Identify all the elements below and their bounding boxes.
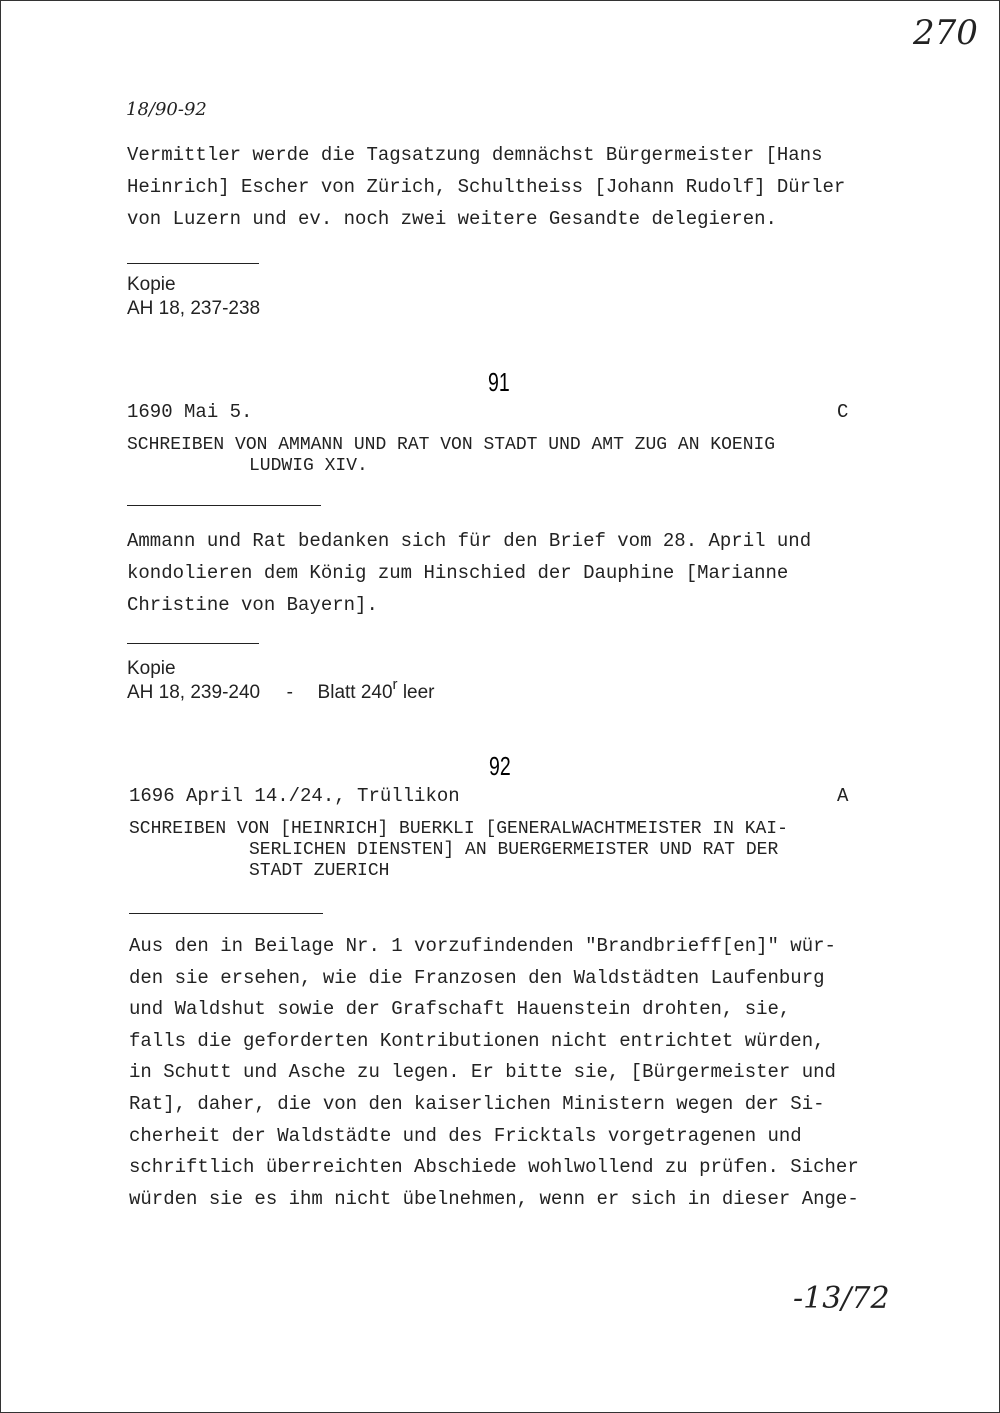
summary-line: cherheit der Waldstädte und des Fricktals vorgetragenen und — [129, 1124, 802, 1147]
divider-rule — [127, 505, 321, 506]
document-class: A — [837, 785, 849, 807]
source-pages: AH 18, 239-240 — [127, 682, 261, 703]
summary-line: schriftlich überreichten Abschiede wohlwollend zu prüfen. Sicher — [129, 1156, 859, 1179]
source-blatt: Blatt 240 — [317, 682, 393, 703]
summary-line: Ammann und Rat bedanken sich für den Brief vom 28. April und — [127, 530, 812, 552]
summary-line: Christine von Bayern]. — [127, 594, 378, 616]
source-pages: AH 18, 237-238 — [127, 298, 261, 319]
intro-line: Vermittler werde die Tagsatzung demnächst Bürgermeister [Hans — [127, 144, 823, 166]
source-line — [127, 676, 435, 706]
title-line: SERLICHEN DIENSTEN] AN BUERGERMEISTER UND RAT DER — [249, 840, 779, 860]
document-summary — [129, 931, 859, 1215]
summary-line: in Schutt und Asche zu legen. Er bitte sie, [Bürgermeister und — [129, 1061, 836, 1084]
intro-paragraph — [127, 139, 845, 235]
summary-line: kondolieren dem König zum Hinschied der Dauphine [Marianne — [127, 562, 789, 584]
source-block — [127, 273, 260, 321]
source-superscript: r — [392, 676, 398, 693]
summary-line: Aus den in Beilage Nr. 1 vorzufindenden "Brandbrieff[en]" wür- — [129, 935, 836, 957]
summary-line: Rat], daher, die von den kaiserlichen Ministern wegen der Si- — [129, 1092, 825, 1115]
source-leer: leer — [402, 682, 435, 703]
summary-line: würden sie es ihm nicht übelnehmen, wenn er sich in dieser Ange- — [129, 1187, 859, 1210]
handwritten-archive-mark: -13/72 — [793, 1281, 890, 1316]
source-block — [127, 657, 435, 706]
title-line: LUDWIG XIV. — [249, 456, 368, 476]
summary-line: und Waldshut sowie der Grafschaft Hauenstein drohten, sie, — [129, 998, 791, 1021]
document-reference: 18/90-92 — [126, 99, 207, 120]
document-number: 92 — [489, 751, 511, 781]
intro-line: von Luzern und ev. noch zwei weitere Gesandte delegieren. — [127, 208, 777, 230]
title-line: STADT ZUERICH — [249, 861, 390, 881]
document-date: 1696 April 14./24., Trüllikon — [129, 785, 460, 807]
intro-line: Heinrich] Escher von Zürich, Schultheiss [Johann Rudolf] Dürler — [127, 176, 846, 198]
divider-rule — [127, 643, 259, 644]
document-class: C — [837, 401, 849, 423]
document-number: 91 — [488, 367, 510, 397]
document-title — [127, 435, 775, 477]
source-type: Kopie — [127, 658, 176, 679]
document-summary — [127, 525, 811, 621]
title-line: SCHREIBEN VON [HEINRICH] BUERKLI [GENERALWACHTMEISTER IN KAI- — [129, 819, 788, 839]
title-line: SCHREIBEN VON AMMANN UND RAT VON STADT UND AMT ZUG AN KOENIG — [127, 435, 776, 455]
divider-rule — [129, 913, 323, 914]
summary-line: falls die geforderten Kontributionen nicht entrichtet würden, — [129, 1029, 825, 1052]
divider-rule — [127, 263, 259, 264]
summary-line: den sie ersehen, wie die Franzosen den Waldstädten Laufenburg — [129, 966, 825, 989]
document-title — [129, 819, 788, 882]
handwritten-page-number: 270 — [913, 13, 978, 53]
source-type: Kopie — [127, 274, 176, 295]
source-dash: - — [286, 682, 293, 703]
document-date: 1690 Mai 5. — [127, 401, 253, 423]
